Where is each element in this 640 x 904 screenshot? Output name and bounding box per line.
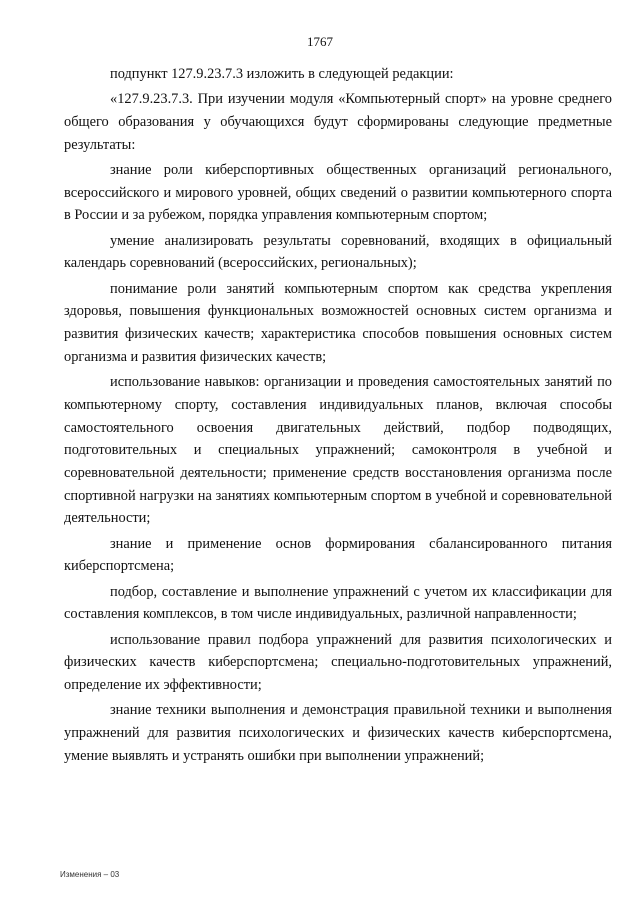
- paragraph-module-intro: «127.9.23.7.3. При изучении модуля «Компьютерный спорт» на уровне среднего общего образования у обучающихся будут сформированы следующие предметные результаты:: [64, 91, 612, 153]
- footer-note: Изменения – 03: [60, 870, 120, 879]
- paragraph-result-7: использование правил подбора упражнений для развития психологических и физических качеств киберспортсмена; специально-подготовительных упражнений, определение их эффективности;: [64, 631, 612, 694]
- page-number: 1767: [307, 34, 333, 49]
- paragraph-result-3: понимание роли занятий компьютерным спортом как средства укрепления здоровья, повышения функциональных возможностей основных систем организма и развития физических качеств; характеристика способов повышения основных систем организма и развития физических качеств;: [64, 280, 612, 365]
- paragraph-result-2: умение анализировать результаты соревнований, входящих в официальный календарь соревнований (всероссийских, региональных);: [64, 232, 612, 272]
- paragraph-subclause-intro: подпункт 127.9.23.7.3 изложить в следующей редакции:: [110, 66, 454, 82]
- paragraph-result-8: знание техники выполнения и демонстрация правильной техники и выполнения упражнений для развития психологических и физических качеств киберспортсмена, умение выявлять и устранять ошибки при выполнении упражнений;: [64, 702, 612, 764]
- paragraph-result-1: знание роли киберспортивных общественных организаций регионального, всероссийского и мирового уровней, общих сведений о развитии компьютерного спорта в России и за рубежом, порядка управления компьютерным спортом;: [64, 162, 612, 224]
- document-body: [64, 63, 612, 770]
- paragraph-result-4: использование навыков: организации и проведения самостоятельных занятий по компьютерному спорту, составления индивидуальных планов, включая способы самостоятельного освоения двигательных действий, подбор подводящих, подготовительных и специальных упражнений; самоконтроля в учебной и соревновательной деятельности; применение средств восстановления организма после спортивной нагрузки на занятиях компьютерным спортом в учебной и соревновательной деятельности;: [64, 374, 612, 527]
- paragraph-result-6: подбор, составление и выполнение упражнений с учетом их классификации для составления комплексов, в том числе индивидуальных, различной направленности;: [64, 583, 612, 623]
- paragraph-result-5: знание и применение основ формирования сбалансированного питания киберспортсмена;: [64, 535, 612, 575]
